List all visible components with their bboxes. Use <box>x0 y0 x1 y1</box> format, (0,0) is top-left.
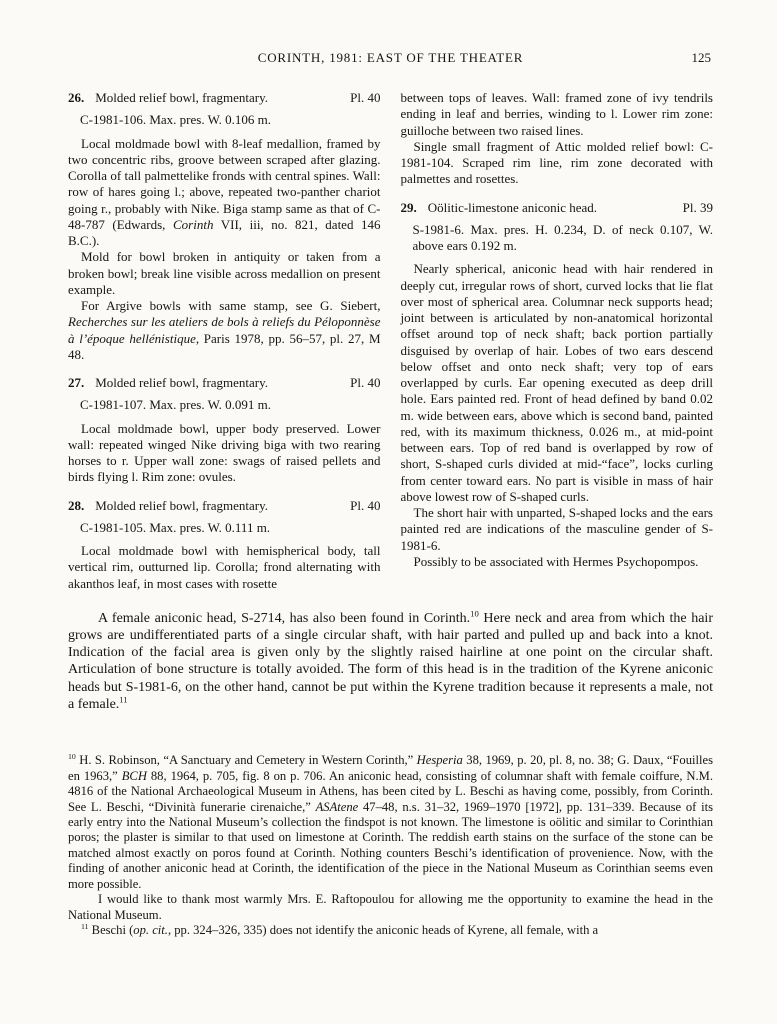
catalog-number-line: S-1981-6. Max. pres. H. 0.234, D. of neck 0.107, W. above ears 0.192 m. <box>412 221 713 253</box>
entry-heading-left <box>68 90 268 106</box>
paragraph: Nearly spherical, aniconic head with hair rendered in deeply cut, irregular rows of short, curved locks that lie flat over most of spherical area. Columnar neck supports head; joint between is articulated by non-anatomical horizontal offset around top of neck shaft; back portion partially disguised by overlap of hair. Lobes of two ears descend below offset and onto neck shaft; very top of ears overlapped by curls. Ear opening executed as deep drill hole. Ears painted red. Front of head defined by band 0.02 m. wide between ears, above which is second band, painted red, with its maximum thickness, 0.026 m., at mid-point between ears. Top of red band is overlapped by row of short, S-shaped curls divided at mid-“face”, locks curling from center toward ears. No part is visible in mass of hair above lowest row of S-shaped curls. <box>400 261 713 504</box>
catalog-entry-28 <box>68 498 381 592</box>
catalog-number-line: C-1981-105. Max. pres. W. 0.111 m. <box>80 519 271 535</box>
entry-heading-left <box>68 375 268 391</box>
entry-heading <box>68 498 381 514</box>
entry-title: Molded relief bowl, fragmentary. <box>95 375 269 390</box>
paragraph: Single small fragment of Attic molded relief bowl: C-1981-104. Scraped rim line, rim zone decorated with palmettes and rosettes. <box>400 138 713 187</box>
paragraph: The short hair with unparted, S-shaped locks and the ears painted red are indications of the masculine gender of S-1981-6. <box>400 505 713 553</box>
running-title: CORINTH, 1981: EAST OF THE THEATER <box>257 50 524 65</box>
catalog-entry-27 <box>68 375 381 486</box>
entry-title: Molded relief bowl, fragmentary. <box>95 90 269 105</box>
right-column <box>401 90 714 592</box>
page-number: 125 <box>691 50 711 65</box>
entry-title: Oölitic-limestone aniconic head. <box>427 199 598 215</box>
paragraph: Local moldmade bowl, upper body preserved. Lower wall: repeated winged Nike driving biga with two rearing horses to r. Upper wall zone: swags of raised pellets and birds flying l. Rim zone: ovules. <box>68 420 381 485</box>
paragraph: Local moldmade bowl with 8-leaf medallion, framed by two concentric ribs, groove between scraped after glazing. Corolla of tall palmettelike fronds with central spines. Wall: row of hares going l.; above, repeated two-panther chariot going r., probably with Nike. Biga stamp same as that of C-48-787 (Edwards, Corinth VII, iii, no. 821, dated 146 B.C.). <box>68 135 381 248</box>
entry-heading <box>68 90 381 106</box>
two-column-body <box>68 90 713 592</box>
paragraph: Mold for bowl broken in antiquity or taken from a broken bowl; break line visible across medallion on present example. <box>68 249 381 297</box>
entry-number: 27. <box>68 375 85 390</box>
acknowledgment-paragraph: I would like to thank most warmly Mrs. E. Raftopoulou for allowing me the opportunity to examine the head in the National Museum. <box>68 892 713 922</box>
paragraph: Possibly to be associated with Hermes Psychopompos. <box>413 553 699 569</box>
plate-reference: Pl. 39 <box>682 199 713 215</box>
left-column <box>68 90 381 592</box>
footnote-10: $^{10}$ H. S. Robinson, “A Sanctuary and Cemetery in Western Corinth,” Hesperia 38, 1969, p. 20, pl. 8, no. 38; G. Daux, “Fouilles en 1963,” BCH 88, 1964, p. 705, fig. 8 on p. 706. An aniconic head, consisting of columnar shaft with female coiffure, N.M. 4816 of the National Archaeological Museum in Athens, has been cited by L. Beschi as having come, possibly, from Corinth. See L. Beschi, “Divinità funerarie cirenaiche,” ASAtene 47–48, n.s. 31–32, 1969–1970 [1972], pp. 131–339. Because of its early entry into the National Museum’s collection the findspot is not known. The limestone is oölitic and similar to Corinthian poros; the plaster is similar to that used on limestone at Corinth. The reddish earth stains on the surface of the stone can be matched almost exactly on poros found at Corinth. Nothing counters Beschi’s identification of provenience. Now, with the finding of another aniconic head at Corinth, the identification of the piece in the National Museum as Corinthian seems even more possible. <box>68 751 714 891</box>
entry-number: 29. <box>400 199 417 215</box>
plate-reference: Pl. 40 <box>350 375 381 390</box>
catalog-number-line: C-1981-106. Max. pres. W. 0.106 m. <box>80 112 272 128</box>
entry-heading <box>401 200 714 216</box>
entry-heading-left <box>68 498 268 514</box>
catalog-number-line: C-1981-107. Max. pres. W. 0.091 m. <box>80 397 272 413</box>
catalog-entry-29 <box>401 200 714 571</box>
plate-reference: Pl. 40 <box>350 497 381 513</box>
entry-number: 26. <box>68 90 85 105</box>
discussion-section <box>68 610 713 713</box>
plate-reference: Pl. 40 <box>350 90 381 105</box>
continuation-paragraph: between tops of leaves. Wall: framed zone of ivy tendrils ending in leaf and berries, winding to l. Lower rim zone: guilloche between two raised lines. <box>400 90 713 138</box>
paragraph: Local moldmade bowl with hemispherical body, tall vertical rim, outturned lip. Corolla; frond alternating with akanthos leaf, in most cases with rosette <box>68 543 381 591</box>
footnotes-section <box>68 753 713 939</box>
discussion-paragraph: A female aniconic head, S-2714, has also been found in Corinth.$^{10}$ Here neck and area from which the hair grows are undifferentiated parts of a single circular shaft, with hair parted and pulled up and back into a knot. Indication of the facial area is given only by the slightly raised hairline at one point on the circular shaft. Articulation of bone structure is totally avoided. The form of this head is in the tradition of the Kyrene aniconic heads but S-1981-6, on the other hand, cannot be put within the Kyrene tradition because it represents a male, not a female.$^{11}$ <box>68 608 713 712</box>
footnote-11: $^{11}$ Beschi (op. cit., pp. 324–326, 335) does not identify the aniconic heads of Kyrene, all female, with a <box>81 922 599 938</box>
entry-heading-left <box>401 200 598 216</box>
paragraph: For Argive bowls with same stamp, see G. Siebert, Recherches sur les ateliers de bols à reliefs du Péloponnèse à l’époque hellénistique, Paris 1978, pp. 56–57, pl. 27, M 48. <box>68 298 381 362</box>
entry-title: Molded relief bowl, fragmentary. <box>95 497 269 513</box>
entry-number: 28. <box>68 497 85 513</box>
catalog-entry-26 <box>68 90 381 363</box>
entry-heading <box>68 375 381 391</box>
page-header <box>68 50 713 66</box>
